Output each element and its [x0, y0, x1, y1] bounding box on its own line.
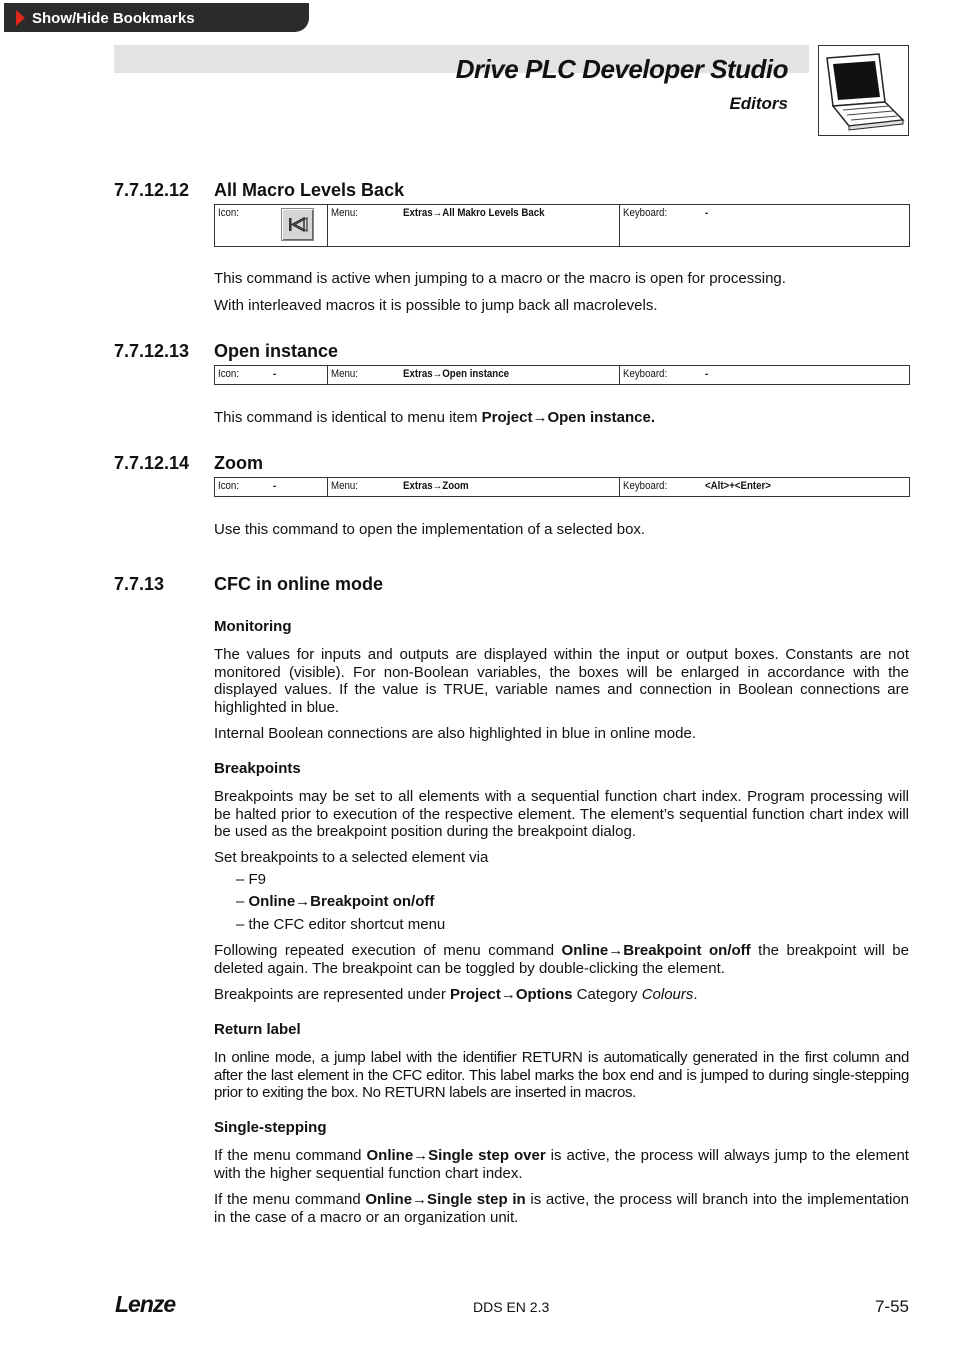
section-title: Zoom — [214, 453, 263, 473]
bookmarks-label: Show/Hide Bookmarks — [32, 10, 195, 27]
subheading: Single-stepping — [214, 1119, 327, 1136]
icon-label: Icon: — [218, 207, 239, 219]
show-hide-bookmarks-button[interactable] — [4, 3, 309, 32]
paragraph: Use this command to open the implementation of a selected box. — [214, 521, 646, 538]
paragraph-text: is active, the process will branch into the implementation in the case of a macro or an organization unit. — [214, 1191, 910, 1226]
paragraph-text: If the menu command — [214, 1191, 366, 1208]
menu-path: Project→Open instance. — [481, 409, 655, 426]
command-table — [214, 365, 910, 385]
paragraph: Internal Boolean connections are also highlighted in blue in online mode. — [214, 725, 696, 742]
keyboard-value: - — [705, 207, 709, 219]
all-macro-levels-back-icon[interactable] — [281, 208, 314, 241]
subheading: Return label — [214, 1021, 301, 1038]
section-number: 7.7.13 — [114, 574, 165, 594]
section-number: 7.7.12.12 — [114, 180, 190, 200]
paragraph — [214, 1191, 909, 1226]
menu-path: Online→Single step in — [365, 1191, 526, 1208]
menu-path: Online→Breakpoint on/off — [248, 893, 435, 910]
paragraph-text: is active, the process will always jump to the element with the higher sequential function chart index. — [214, 1147, 909, 1182]
list-item — [236, 893, 434, 910]
paragraph: Breakpoints may be set to all elements with a sequential function chart index. Program processing will be halted prior to execution of the respective element. The element’s sequential function chart index will be used as the breakpoint position during the breakpoint dialog. — [214, 788, 909, 841]
document-title: Drive PLC Developer Studio — [455, 54, 788, 84]
paragraph-text: Breakpoints are represented under — [214, 986, 450, 1003]
list-item: – F9 — [236, 871, 267, 888]
triangle-right-icon — [16, 10, 25, 26]
menu-path: Online→Single step over — [366, 1147, 546, 1164]
section-title: All Macro Levels Back — [214, 180, 405, 200]
paragraph: The values for inputs and outputs are displayed within the input or output boxes. Constants are not monitored (visible). For non-Boolean variables, the boxes will be enlarged in accordance with the displayed values. If the value is TRUE, variable names and connection in Boolean connections are highlighted in blue. — [214, 646, 909, 716]
paragraph: This command is active when jumping to a macro or the macro is open for processing. — [214, 270, 786, 287]
menu-label: Menu: — [331, 480, 358, 492]
paragraph — [214, 986, 909, 1004]
document-id: DDS EN 2.3 — [473, 1299, 550, 1315]
list-dash: – — [236, 893, 249, 910]
paragraph-text: Category — [572, 986, 642, 1003]
command-table — [214, 204, 910, 247]
icon-value: - — [273, 480, 277, 492]
paragraph: Set breakpoints to a selected element via — [214, 849, 489, 866]
paragraph — [214, 409, 909, 427]
paragraph-text: . — [693, 986, 698, 1003]
icon-value: - — [273, 368, 277, 380]
section-title: Open instance — [214, 341, 339, 361]
keyboard-label: Keyboard: — [623, 480, 668, 492]
menu-path: Project→Options — [449, 986, 573, 1003]
command-table — [214, 477, 910, 497]
subheading: Breakpoints — [214, 760, 301, 777]
menu-value: Extras→Open instance — [403, 368, 509, 380]
menu-label: Menu: — [331, 207, 358, 219]
menu-label: Menu: — [331, 368, 358, 380]
page-number: 7-55 — [874, 1297, 909, 1316]
menu-value: Extras→All Makro Levels Back — [403, 207, 545, 219]
paragraph-text: If the menu command — [214, 1147, 367, 1164]
category-name: Colours — [641, 986, 694, 1003]
document-subtitle: Editors — [729, 94, 788, 113]
lenze-logo: Lenze — [115, 1291, 176, 1317]
subheading: Monitoring — [214, 618, 292, 635]
paragraph-text: This command is identical to menu item — [214, 409, 482, 426]
keyboard-value: - — [705, 368, 709, 380]
menu-value: Extras→Zoom — [403, 480, 469, 492]
paragraph-text: Following repeated execution of menu command — [214, 942, 562, 959]
section-number: 7.7.12.13 — [114, 341, 190, 361]
keyboard-label: Keyboard: — [623, 368, 668, 380]
menu-path: Online→Breakpoint on/off — [561, 942, 751, 959]
section-number: 7.7.12.14 — [114, 453, 190, 473]
paragraph-text: the breakpoint will be deleted again. The breakpoint can be toggled by double-clicking the element. — [214, 942, 909, 977]
paragraph — [214, 942, 909, 977]
icon-label: Icon: — [218, 368, 239, 380]
icon-label: Icon: — [218, 480, 239, 492]
paragraph: With interleaved macros it is possible to jump back all macrolevels. — [214, 297, 658, 314]
paragraph: In online mode, a jump label with the identifier RETURN is automatically generated in the first column and after the last element in the CFC editor. This label marks the box end and is jumped to during single-stepping prior to exiting the box. No RETURN labels are inserted in macros. — [214, 1049, 909, 1102]
keyboard-label: Keyboard: — [623, 207, 668, 219]
paragraph — [214, 1147, 909, 1182]
keyboard-value: <Alt>+<Enter> — [705, 480, 771, 492]
laptop-icon — [818, 45, 909, 136]
list-item: – the CFC editor shortcut menu — [236, 916, 446, 933]
section-title: CFC in online mode — [214, 574, 383, 594]
